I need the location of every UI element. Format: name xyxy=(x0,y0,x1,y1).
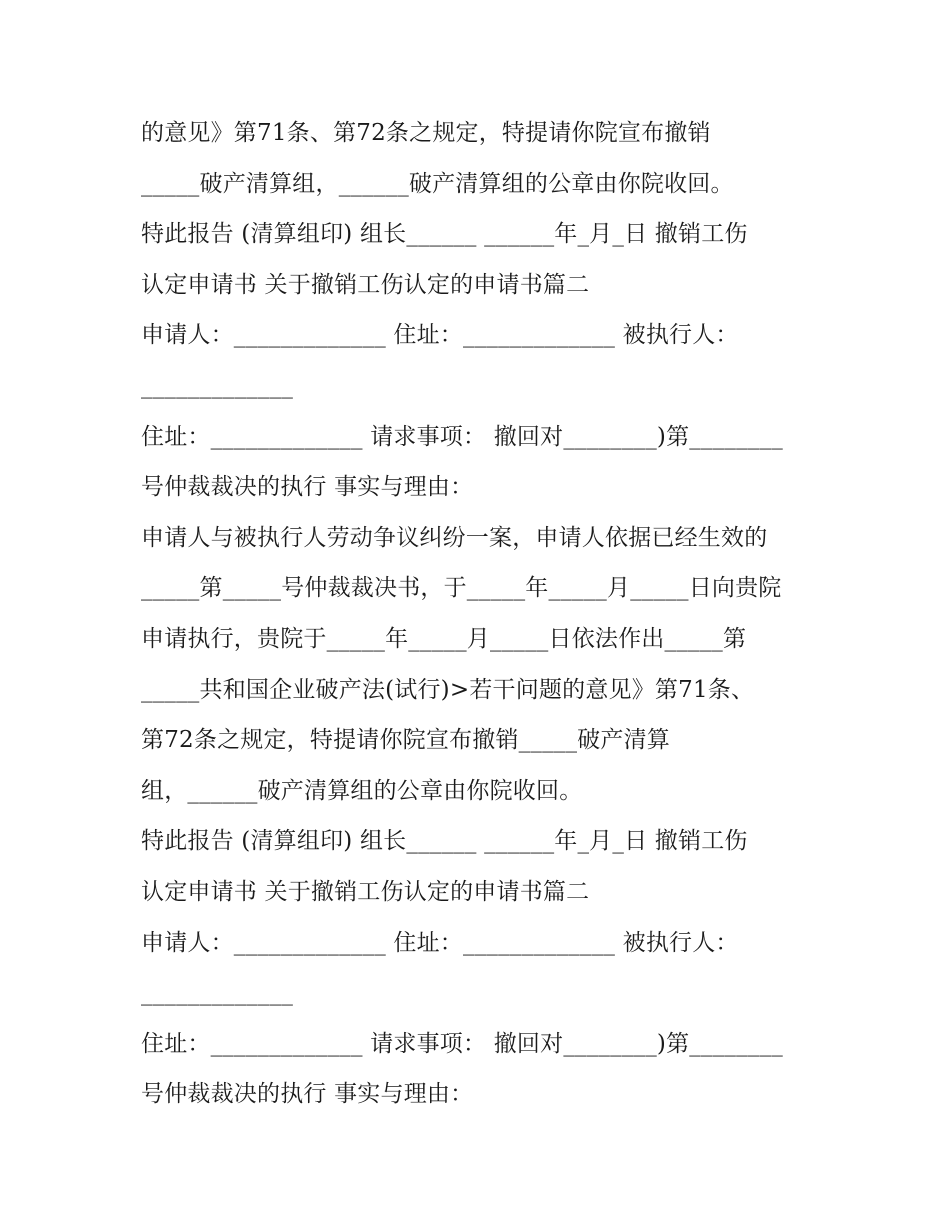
text-line: 号仲裁裁决的执行 事实与理由： xyxy=(141,474,474,501)
text-line: 申请执行，贵院于_____年_____月_____日依法作出_____第 xyxy=(141,625,747,652)
text-line: 的意见》第71条、第72条之规定，特提请你院宣布撤销 xyxy=(141,120,711,146)
text-line: _____第_____号仲裁裁决书，于_____年_____月_____日向贵院 xyxy=(141,575,782,602)
text-line: _____________ xyxy=(141,372,294,399)
text-line: 申请人：_____________ 住址：_____________ 被执行人： xyxy=(141,929,739,956)
document-body xyxy=(141,108,821,1120)
text-line: 申请人：_____________ 住址：_____________ 被执行人： xyxy=(141,322,739,349)
text-line: 认定申请书 关于撤销工伤认定的申请书篇二 xyxy=(141,878,590,905)
text-line: _____共和国企业破产法(试行)>若干问题的意见》第71条、 xyxy=(141,676,755,703)
text-line: 号仲裁裁决的执行 事实与理由： xyxy=(141,1081,474,1108)
text-line: 特此报告 (清算组印) 组长______ ______年_月_日 撤销工伤 xyxy=(141,221,748,248)
text-line: _____破产清算组，______破产清算组的公章由你院收回。 xyxy=(141,170,734,197)
text-line: 住址：_____________ 请求事项： 撤回对________)第________ xyxy=(141,423,783,450)
text-line: 认定申请书 关于撤销工伤认定的申请书篇二 xyxy=(141,271,590,298)
text-line: 申请人与被执行人劳动争议纠纷一案，申请人依据已经生效的 xyxy=(141,524,768,551)
text-line: _____________ xyxy=(141,980,294,1007)
text-line: 第72条之规定，特提请你院宣布撤销_____破产清算 xyxy=(141,727,670,754)
text-line: 住址：_____________ 请求事项： 撤回对________)第________ xyxy=(141,1030,783,1057)
text-line: 组，______破产清算组的公章由你院收回。 xyxy=(141,777,583,804)
text-line: 特此报告 (清算组印) 组长______ ______年_月_日 撤销工伤 xyxy=(141,828,748,855)
